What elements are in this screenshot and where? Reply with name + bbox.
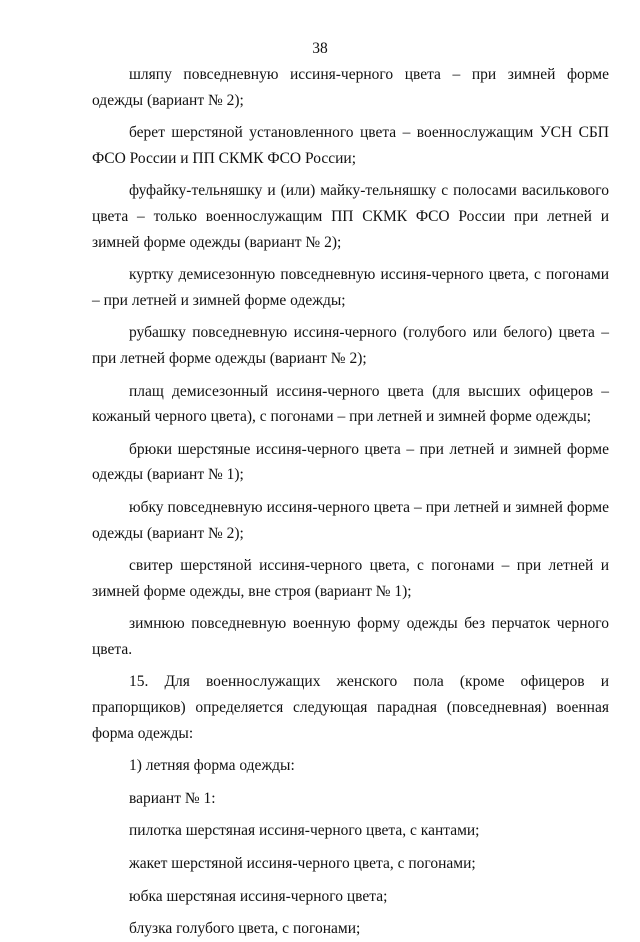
paragraph: пилотка шерстяная иссиня-черного цвета, с кантами; — [129, 822, 480, 840]
paragraph: юбка шерстяная иссиня-черного цвета; — [129, 887, 388, 905]
paragraph: брюки шерстяные иссиня-черного цвета – при летней и зимней форме одежды (вариант № 1); — [92, 440, 609, 484]
paragraph: плащ демисезонный иссиня-черного цвета (для высших офицеров – кожаный черного цвета), с погонами – при летней и зимней форме одежды; — [92, 382, 609, 426]
document-body — [92, 62, 609, 942]
paragraph: куртку демисезонную повседневную иссиня-черного цвета, с погонами – при летней и зимней форме одежды; — [92, 266, 609, 309]
paragraph: вариант № 1: — [129, 789, 216, 807]
paragraph: 1) летняя форма одежды: — [129, 757, 295, 775]
paragraph: рубашку повседневную иссиня-черного (голубого или белого) цвета – при летней форме одежды (вариант № 2); — [92, 324, 609, 367]
paragraph: фуфайку-тельняшку и (или) майку-тельняшку с полосами василькового цвета – только военнослужащим ПП СКМК ФСО России при летней и зимней форме одежды (вариант № 2); — [92, 182, 609, 251]
paragraph: шляпу повседневную иссиня-черного цвета – при зимней форме одежды (вариант № 2); — [92, 66, 609, 109]
paragraph: берет шерстяной установленного цвета – военнослужащим УСН СБП ФСО России и ПП СКМК ФСО России; — [92, 124, 609, 167]
paragraph: свитер шерстяной иссиня-черного цвета, с погонами – при летней и зимней форме одежды, вне строя (вариант № 1); — [92, 557, 609, 600]
paragraph: юбку повседневную иссиня-черного цвета – при летней и зимней форме одежды (вариант № 2); — [92, 498, 609, 542]
page-number: 38 — [312, 40, 328, 57]
paragraph: 15. Для военнослужащих женского пола (кроме офицеров и прапорщиков) определяется следующая парадная (повседневная) военная форма одежды: — [92, 673, 609, 742]
paragraph: жакет шерстяной иссиня-черного цвета, с погонами; — [129, 855, 476, 873]
paragraph: блузка голубого цвета, с погонами; — [129, 920, 361, 938]
paragraph: зимнюю повседневную военную форму одежды без перчаток черного цвета. — [92, 615, 609, 658]
